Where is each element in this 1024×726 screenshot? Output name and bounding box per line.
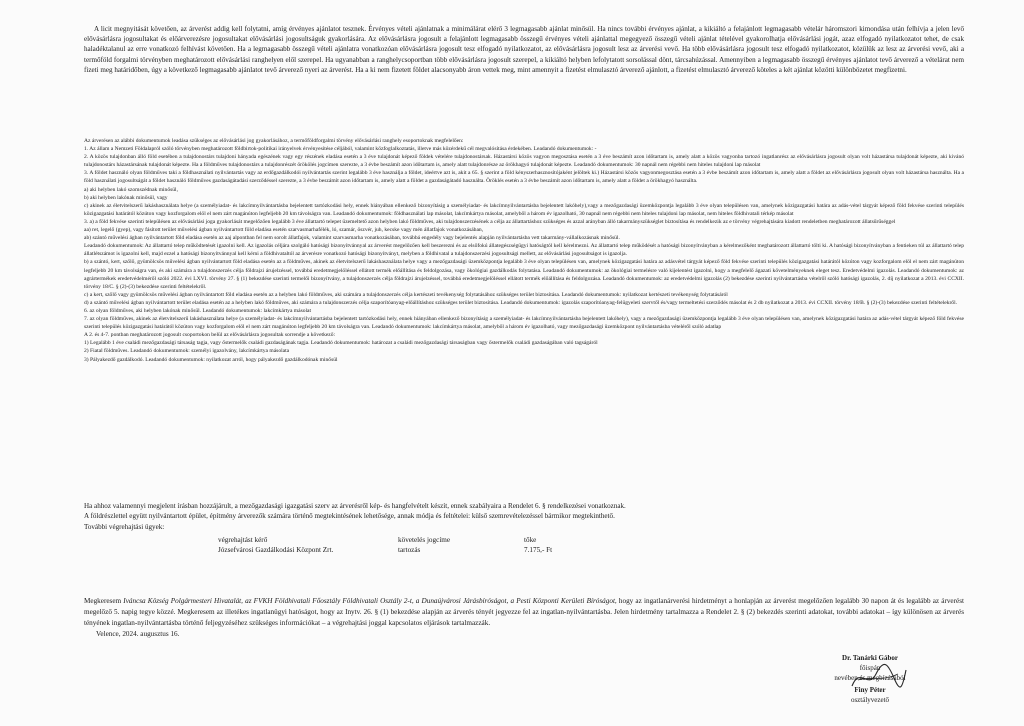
request-addressees: Iváncsa Község Polgármesteri Hivatalát, az FVKH Földhivatali Főosztály Földhivatali Osztály 2-t, a Dunaújvárosi Járásbíróságot, a Pesti Központi Kerületi Bíróságot, — [123, 597, 617, 605]
auction-rules-paragraph: A licit megnyitását követően, az árverést addig kell folytatni, amíg érvényes ajánlatot tesznek. Érvényes vételi ajánlatnak a minimálárat elérő 3 legmagasabb ajánlat minősül. Ha nincs további érvényes ajánlat, a kikiáltó a felajánlott legmagasabb vételár háromszori kimondása után felhívja a jelen levő elővásárlásra jogosultakat és előárverezésre jogosultakat elővásárlási jogosultságuk gyakorlására. Az elővásárlásra jogosult a felajánlott legmagasabb összegű érvényes vételi ajánlattal megegyező összegű vételi ajánlat tételével gyakorolhatja elővásárlási jogát, azaz elfogadó nyilatkozatot tehet, de csak haladéktalanul az erre vonatkozó felhívást követően. Ha a legmagasabb összegű vételi ajánlatra vonatkozóan elővásárlásra jogosult tesz elfogadó nyilatkozatot, az elővásárlásra jogosult lesz az árverési vevő. Ha több elővásárlásra jogosult tesz elfogadó nyilatkozatot, közülük az lesz az árverési vevő, aki a termőföld forgalmi törvényben meghatározott elővásárlási ranghelyen elől szerepel. Ha ugyanabban a ranghelycsoportban több elővásárlásra jogosult szerepel, a kikiáltó helyben lefolytatott sorsolással dönt, tárcsahúzással. Amennyiben a legmagasabb összegű érvényes ajánlatot tevő árverező a vételárat nem fizeti meg határidőben, úgy a következő legmagasabb ajánlatot tevő árverező nyeri az árverést. Ha a ki nem fizetett földet alacsonyabb áron vettek meg, mint amennyit a fizetést elmulasztó árverező ajánlott, a fizetést elmulasztó árverező köteles a két ajánlat közötti különbözetet megfizetni. — [84, 25, 964, 74]
rights-item: A 2. és 4-7. pontban meghatározott jogosult csoportokon belül az elővásárlásra jogosultak sorrendje a következő: — [84, 332, 336, 339]
rights-item: 2. A közös tulajdonban álló föld esetében a tulajdonostárs tulajdoni hányada egészének vagy egy részének eladása esetén a 3 éve tulajdonát képező földek vételére tulajdonostársak. Házastársi közös vagyon megosztása esetén a 3 éve beszámít azon időtartam is, amely alatt a közös vagyonba tartozó ingatlanrész az elővásárlásra jogosult olyan volt házastársa tulajdonát képezte, aki kivánó tulajdonostárs házastársának tulajdonát képezte. Ha a földműves tulajdonostárs a tulajdonrészét örökölés jogcímen szerezte, a 3 évbe beszámít azon időtartam is, amely alatt tulajdonrésze az örökhagyó tulajdonát képezte. Leadandó dokumentumok: 30 napnál nem régebbi nem hiteles tulajdoni lap másolat — [84, 154, 964, 169]
rights-item: c) a kert, szőlő vagy gyümölcsös művelési ágban nyilvántartott föld eladása esetén az a helyben lakó földműves, aki számára a tulajdonszerzés célja kertészeti tevékenység folytatásához szükséges terület biztosítása. Leadandó dokumentumok: nyilatkozat kertészeti tevékenység folytatásáról — [84, 291, 728, 298]
rights-item: 3. A földet használó olyan földműves taki a földhasználati nyilvántartás vagy az erdőgazdálkodói nyilvántartás szerint legalább 3 éve használja a földet, ideértve azt is, akit a 65. § szerint a föld kényszerhasznosítójaként jelöltek ki.) Házastársi közös vagyonmegosztása esetén a 3 évbe beszámít azon időtartam is, amely alatt a földet az elővásárlásra jogosult olyan volt házastársa használta. Ha a föld használati jogosultságát a földet használó földműves gazdaságátadási szerződéssel szerezte, a 3 évbe beszámít azon időtartam is, amely alatt a földet a gazdaságátadó használta. Öröklés esetén a 3 évbe beszámít azon időtartam is, amely alatt a földet a örökhagyó használta. — [84, 170, 964, 185]
on-behalf-line: nevében és megbízásából — [834, 674, 906, 682]
rights-item: b) aki helyben lakónak minősül, vagy — [84, 194, 168, 201]
rights-item: 3) Pályakezdő gazdálkodó. Leadandó dokumentumok: nyilatkozat arról, hogy pályakezdő gazdálkodónak minősül — [84, 356, 338, 363]
request-body: hogy az ingatlanárverési hirdetményt a honlapján az árverést megelőzően legalább 30 napon át és legalább az árverést megelőző 5. napig tegye közzé. Megkeresem az illetékes ingatlanügyi hatóságot, hogy az Inytv. 26. § (1) bekezdése alapján az árverés tényét jegyezze fel az ingatlan-nyilvántartásba. Jelen hirdetmény tartalmazza a Rendelet 2. § (2) bekezdés szerinti adatokat, további adatokat – így különösen az árverés tényének ingatlan-nyilvántartásba történő feljegyzéséhez szükséges információkat – a végrehajtási joggal kapcsolatos eljárások tartalmazzák. — [84, 597, 964, 627]
rights-item: 7. az olyan földműves, akinek az életvitelszerű lakáshasználata helye (a személyiadat- és lakcímnyilvántartásba bejelentett tartózkodási hely, ennek hiányában ellenkező bizonyításig a személyiadat- és lakcímnyilvántartásba bejelentett lakóhely), vagy a mezőgazdasági üzemközpontja legalább 3 éve olyan településen van, amelynek közigazgatási határa az adás-vétel tárgyát képező föld fekvése szerinti település közigazgatási határától közúton vagy kozforgalom elöl el nem zárt magánúton legfeljebb 20 km távolságra van. Leadandó dokumentumok: lakcímkártya másolat, amelyből a három év igazolható, vagy mezőgazdasági üzemközpont nyilvántartásba vételéről szóló adatlap — [84, 316, 964, 331]
cell-creditor: Józsefvárosi Gazdálkodási Központ Zrt. — [218, 546, 334, 554]
recording-note: Ha ahhoz valamennyi megjelent írásban hozzájárult, a mezőgazdasági igazgatási szerv az árverésről kép- és hangfelvételt készít, ennek szabályaira a Rendelet 6. § rendelkezései vonatkoznak. — [84, 502, 626, 510]
rights-item: b) a szántó, kert, szőlő, gyümölcsös művelési ágban nyilvántartott föld eladása esetén az a földműves, akinek az életvitelszerű lakáshasználata helye vagy a mezőgazdasági üzemközpontja legalább 3 éve olyan településen van, amelynek közigazgatási határa az adásvétel tárgyát képező föld fekvése szerinti település közigazgatási határától közúton vagy kozforgalom elöl el nem zárt magánúton legfeljebb 20 km távolságra van, és aki számára a tulajdonszerzés célja földrajzi árujelzéssel, továbbá eredetmegjelöléssel ellátott termék előállítása és feldolgozása, vagy ökológiai gazdálkodás folytatása. Leadandó dokumentumok: az ökológiai termelésre való kijelentést igazolni, hogy a megfelelő ágazati követelményeknek eleget tesz. Eredetvédelmi igazolás. Leadandó dokumentumok: az agrártermékek eredetvédelméről szóló 2022. évi LXVI. törvény 27. § (1) bekezdése szerinti termelői bizonyítvány, a tulajdonszerzés célja földrajzi árujelzéssel, továbbá eredetmegjelöléssel ellátott termék előállítása és feldolgozása. Leadandó dokumentumok: az eredetvédelmi igazolás (2) bekezdése szerinti nyilvántartásba vételről szóló hatósági igazolás, 2. díj nyilatkozat a 2013. évi CCXII. törvény 18/C. § (2)-(3) bekezdése szerinti feltételekről. — [84, 259, 964, 290]
enforcement-table — [84, 535, 610, 555]
rights-item: Leadandó dokumentumok: Az állattartó telep működtetését igazolni kell. Az igazolás céljára szolgáló hatósági bizonyítvánnyal az árverést megelőzően kell beszerezni és az elsőfokú állategészségügyi hatóságtól kell kérelmezni. Az állattartó telep működését a hatósági bizonyítványban a kérelmezőként meghatározott állattartó tölti ki. A hatósági bizonyítványban a fentieken túl az állattartó telep állatlétszámot is igazolni kell, majd ezzel a hatósági bizonyítvánnyal kell kérni a földhivataltól az árverésre vonatkozó hatósági bizonyítványt, melyben a földhivatal a tulajdonszerzési jogosultsági mellett, az elővásárlási jogosultságot is igazolja. — [84, 243, 964, 258]
request-lead: Megkeresem — [84, 597, 124, 605]
cell-principal: 7.175,- Ft — [524, 546, 553, 554]
header-claim-title: követelés jogcíme — [398, 536, 451, 544]
cell-claim-title: tartozás — [398, 546, 421, 554]
rights-item: d) a szántó művelési ágban nyilvántartott terület eladása esetén az a helyben lakó földműves, aki számára a tulajdonszerzés célja szaporítóanyag-előállításhoz szükséges terület biztosítása. Leadandó dokumentumok: igazolás szaporítóanyag-felügyeleti szervtől és/vagy termeltetési szerződés másolat és 2 db nyilatkozat a 2013. évi CCXII. törvény 18/B. § (2)-(3) bekezdése szerinti feltételekről. — [84, 299, 958, 306]
signatory-title: főispán — [859, 664, 881, 672]
rights-item: 2) Fiatal földműves. Leadandó dokumentumok: személyi igazolvány, lakcímkártya másolata — [84, 348, 290, 355]
table-row — [84, 545, 610, 555]
additional-info — [84, 501, 964, 532]
header-principal: tőke — [524, 536, 537, 544]
preemption-rights-section — [84, 137, 964, 364]
signer-title: osztályvezető — [850, 696, 890, 704]
rights-item: 6. az olyan földműves, aki helyben lakónak minősül. Leadandó dokumentumok: lakcímkártya másolat — [84, 307, 312, 314]
rights-item: 1. Az állam a Nemzeti Földalapról szóló törvényben meghatározott földbirtok-politikai irányelvek érvényesítése céljából, valamint közfoglalkoztatás, illetve más közérdekű cél megvalósítása érdekében. Leadandó dokumentumok: - — [84, 146, 597, 153]
rights-item: c) akinek az életvitelszerű lakáshasználata helye (a személyiadat- és lakcímnyilvántartásba bejelentett tartózkodási hely, ennek hiányában ellenkező bizonyításig a személyiadat- és lakcímnyilvántartásba bejelentett lakóhely),vagy a mezőgazdasági üzemközpontja legalább 3 éve olyan településen van, amelynek közigazgatási határa az adás-vétel tárgyát képező föld fekvése szerinti település közigazgatási határától közúton vagy kozforgalom elöl el nem zárt magánúton legfeljebb 20 km távolságra van. Leadandó dokumentumok: földhasználati lap másolat, lakcímkártya másolat, amelyből a három év igazolható, 30 napnál nem régebbi nem hiteles tulajdoni lap másolat, nem hiteles földhivatali térkép másolat — [84, 202, 964, 217]
rights-item: a) aki helyben lakó szomszédnak minősül, — [84, 186, 178, 193]
rights-item: ab) szántó művelési ágban nyilvántartott föld eladása esetén az aaj alpontban fel nem sorolt állatfajok, valamint szarvasmarha vonatkozásában, továbbá engedély vagy bejelentés alapján nyilvántartásba vett takarmány-vállalkozásnak minősül. — [84, 235, 620, 242]
header-creditor: végrehajtást kérő — [218, 536, 268, 544]
place-date: Velence, 2024. augusztus 16. — [96, 630, 180, 638]
other-enforcements-label: További végrehajtási ügyek: — [84, 522, 165, 531]
rights-item: 1) Legalább 1 éve családi mezőgazdasági társaság tagja, vagy őstermelők családi gazdaságának tagja. Leadandó dokumentumok: határozat a családi mezőgazdasági társaságban vagy őstermelők családi gazdaságában való tagságáról — [84, 340, 598, 347]
request-paragraph — [84, 596, 964, 629]
signatory-name: Dr. Tanárki Gábor — [842, 654, 898, 662]
rights-item: aa) ret, legelő (gyep), vagy fásított terület művelési ágban nyilvántartott föld eladása esetén szarvasmarhafélék, ló, szamár, öszvér, juh, kecske vagy mén állatfajok vonatkozásában, — [84, 227, 484, 234]
building-viewing-note: A földrészlettel együtt nyilvántartott épület, építmény árverezők számára történő megtekintésének lehetősége, annak módja és feltételei: külső szemrevételezéssel bármikor megtekinthető. — [84, 512, 615, 521]
preemption-intro: Az árverésen az alábbi dokumentumok leadása szükséges az elővásárlási jog gyakorlásához, a termőföldforgalmi törvény elővásárlási ranghely esoportoknak megfelelően: — [84, 138, 464, 144]
signer-name: Finy Péter — [854, 686, 886, 694]
table-header-row — [84, 535, 610, 545]
rights-item: 3. a) a föld fekvése szerinti településen az elővásárlási joga gyakorlását megelőzően legalább 3 éve állattartó telepet üzemeltető azon helyben lakó földműves, aki tulajdonszerzésének a célja az állattartáshoz szükséges és azzal arányban álló takarmányszükséglet biztosítása és rendelkezik az e törvény végrehajtására kiadott rendeletben meghatározott állatsűrűséggel — [84, 218, 896, 225]
